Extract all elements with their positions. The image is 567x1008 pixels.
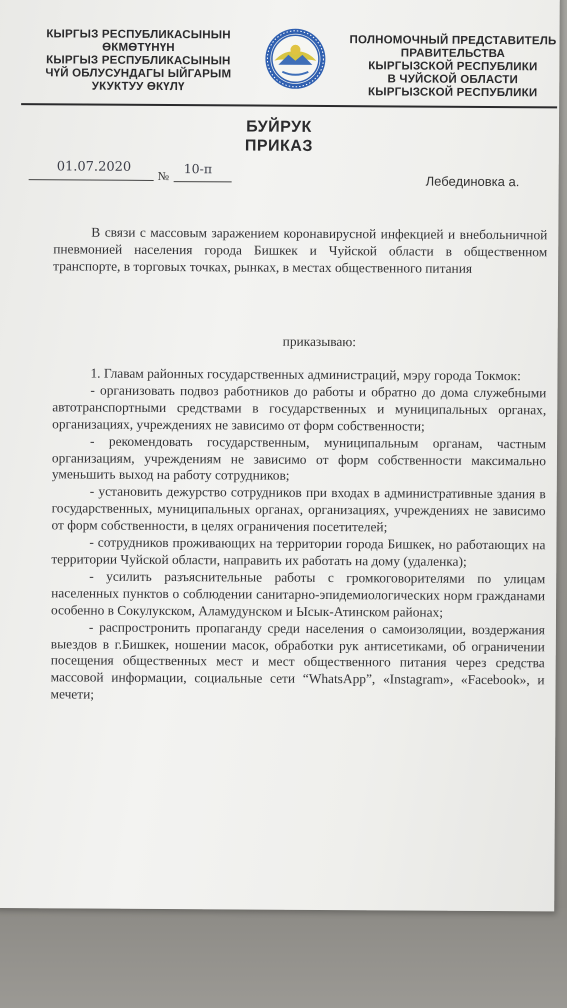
header-left-line: КЫРГЫЗ РЕСПУБЛИКАСЫНЫН bbox=[46, 28, 231, 42]
intro-paragraph: В связи с массовым заражением коронавирусной инфекцией и внебольничной пневмонией населения города Бишкек и Чуйской области в общественном транспорте, в торговых точках, рынках, в местах общественного питания bbox=[53, 224, 548, 276]
header-right-russian bbox=[335, 34, 567, 100]
header-left-line: ЧҮЙ ОБЛУСУНДАГЫ ЫЙГАРЫМ bbox=[45, 67, 232, 81]
state-emblem-icon bbox=[264, 28, 326, 90]
order-number: 10-п bbox=[183, 161, 213, 177]
order-items bbox=[50, 365, 546, 706]
header-left-kyrgyz bbox=[33, 28, 243, 94]
order-item: - организовать подвоз работников до работы и обратно до дома служебными автотранспортными средствами в государственных и муниципальных органах, организациях, учреждениях не зависимо от форм собственности; bbox=[52, 382, 547, 434]
order-date: 01.07.2020 bbox=[56, 159, 132, 175]
title-kyrgyz: БУЙРУК bbox=[246, 118, 312, 136]
header-right-line: КЫРГЫЗСКОЙ РЕСПУБЛИКИ bbox=[368, 60, 538, 74]
header-left-line: ӨКМӨТҮНҮН bbox=[102, 41, 175, 55]
order-word: приказываю: bbox=[282, 333, 357, 350]
table-edge bbox=[0, 908, 567, 1008]
number-sign: № bbox=[157, 168, 170, 184]
header-right-line: КЫРГЫЗСКОЙ РЕСПУБЛИКИ bbox=[368, 86, 538, 100]
header-right-line: ПРАВИТЕЛЬСТВА bbox=[400, 47, 506, 61]
header-divider bbox=[21, 103, 557, 108]
number-underline bbox=[174, 181, 232, 182]
title-russian: ПРИКАЗ bbox=[244, 137, 313, 155]
order-item: - распростронить пропаганду среди населения о самоизоляции, воздержания выездов в г.Бишкек, ношении масок, обработки рук антисетиками, об ограничении посещения общественных мест и мест общественного питания через средства массовой информации, социальные сети “WhatsApp”, «Instagram», «Facebook», и мечети; bbox=[50, 619, 545, 702]
order-item: - установить дежурство сотрудников при входах в административные здания в государственных, муниципальных органах, организациях, учреждениях не зависимо от форм собственности, в целях ограничения посетителей; bbox=[51, 483, 546, 535]
header-left-line: УКУКТУУ ӨКҮЛҮ bbox=[91, 80, 185, 94]
order-item: 1. Главам районных государственных администраций, мэру города Токмок: bbox=[90, 365, 521, 384]
order-item: - сотрудников проживающих на территории города Бишкек, но работающих на территории Чуйской области, направить их работать на дому (удаленка); bbox=[51, 534, 546, 569]
order-item: - рекомендовать государственным, муниципальным органам, частным организациям, учреждениям не зависимо от форм собственности максимально уменьшить выход на работу сотрудников; bbox=[51, 433, 547, 484]
order-item: - усилить разъяснительные работы с громкоговорителями по улицам населенных пунктов о соблюдении санитарно-эпидемиологических норм гражданами особенно в Сокулукском, Аламудунском и Ысык-Атинском районах; bbox=[50, 568, 546, 620]
header-left-line: КЫРГЫЗ РЕСПУБЛИКАСЫНЫН bbox=[46, 54, 231, 68]
header-right-line: В ЧУЙСКОЙ ОБЛАСТИ bbox=[387, 73, 519, 87]
executor-note: Лебединовка а. bbox=[425, 173, 520, 190]
date-underline bbox=[29, 179, 154, 181]
header-right-line: ПОЛНОМОЧНЫЙ ПРЕДСТАВИТЕЛЬ bbox=[349, 34, 557, 48]
